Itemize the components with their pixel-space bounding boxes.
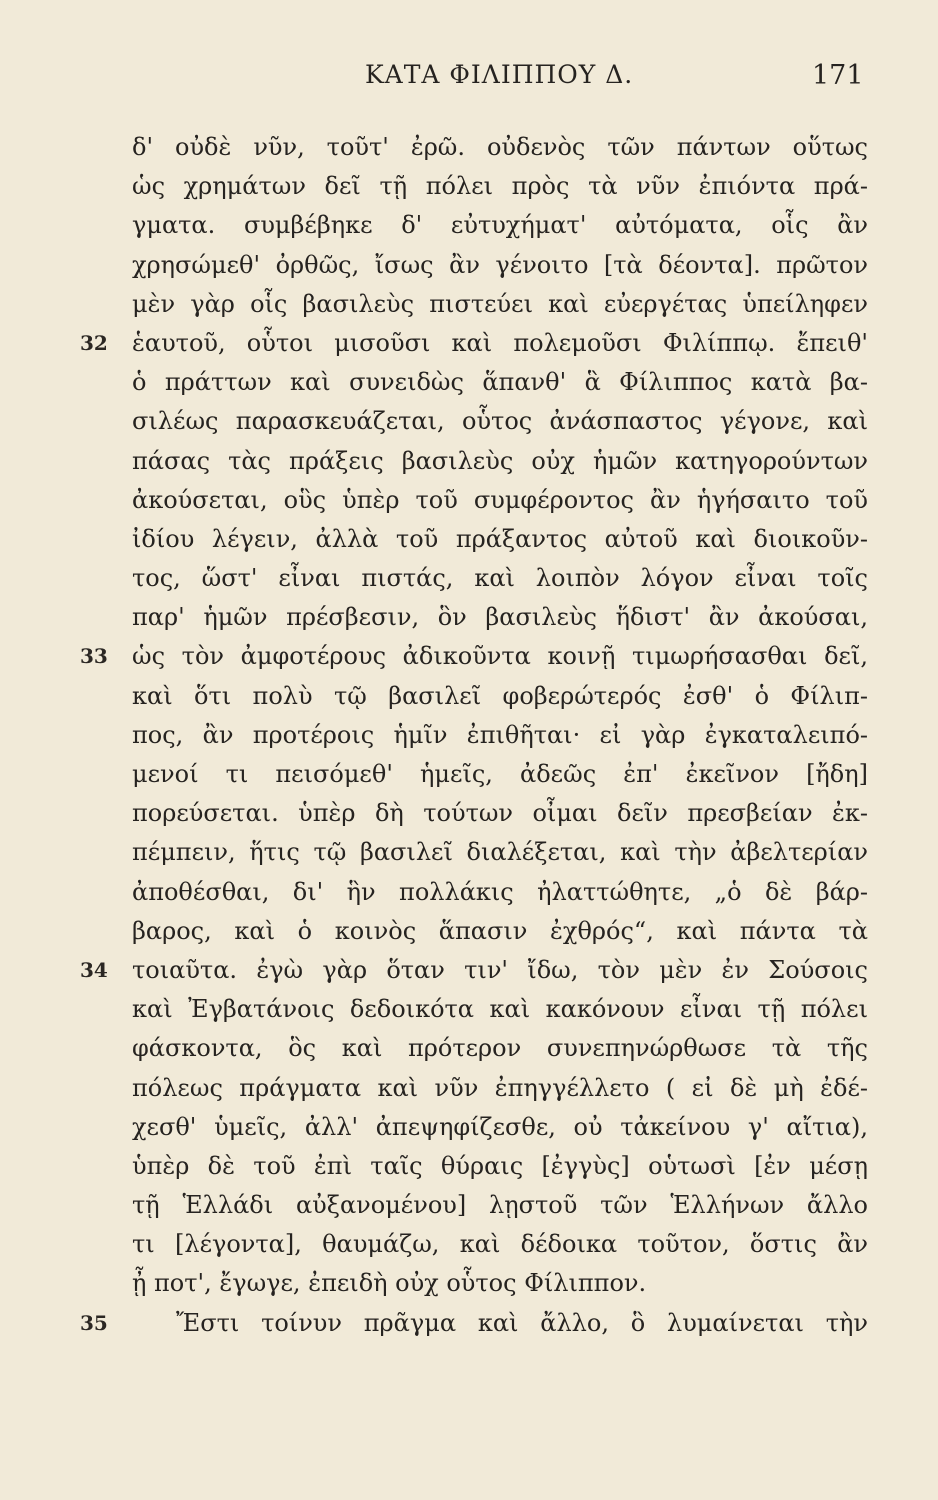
- line-text: πόλεως πράγματα καὶ νῦν ἐπηγγέλλετο ( εἰ δὲ μὴ ἐδέ-: [132, 1073, 868, 1102]
- line-text: τοιαῦτα. ἐγὼ γὰρ ὅταν τιν' ἴδω, τὸν μὲν ἐν Σούσοις: [132, 955, 868, 984]
- line-text: ἰδίου λέγειν, ἀλλὰ τοῦ πράξαντος αὐτοῦ καὶ διοικοῦν-: [132, 524, 868, 553]
- text-line: [132, 402, 868, 441]
- text-line: [132, 1186, 868, 1225]
- line-text: πορεύσεται. ὑπὲρ δὴ τούτων οἶμαι δεῖν πρεσβείαν ἐκ-: [132, 799, 868, 828]
- text-line: [132, 363, 868, 402]
- text-line: [132, 716, 868, 755]
- page-header: [0, 60, 938, 100]
- text-line: [132, 755, 868, 794]
- section-number: 33: [80, 644, 108, 669]
- section-number: 35: [80, 1310, 108, 1335]
- line-text: τος, ὥστ' εἶναι πιστάς, καὶ λοιπὸν λόγον εἶναι τοῖς: [132, 564, 868, 593]
- text-line: [132, 559, 868, 598]
- line-text: πος, ἂν προτέροις ἡμῖν ἐπιθῆται· εἰ γὰρ ἐγκαταλειπό-: [132, 720, 868, 749]
- line-text: σιλέως παρασκευάζεται, οὗτος ἀνάσπαστος γέγονε, καὶ: [132, 407, 868, 436]
- text-line: [132, 1108, 868, 1147]
- line-text: καὶ Ἐγβατάνοις δεδοικότα καὶ κακόνουν εἶναι τῇ πόλει: [132, 995, 868, 1024]
- text-line: [132, 912, 868, 951]
- line-text: πέμπειν, ἥτις τῷ βασιλεῖ διαλέξεται, καὶ τὴν ἀβελτερίαν: [132, 838, 868, 867]
- line-text: τι [λέγοντα], θαυμάζω, καὶ δέδοικα τοῦτον, ὅστις ἂν: [132, 1230, 868, 1259]
- text-line: [80, 637, 868, 676]
- text-line: [132, 598, 868, 637]
- text-line: [132, 128, 868, 167]
- text-line: [132, 1147, 868, 1186]
- line-text: ὑπὲρ δὲ τοῦ ἐπὶ ταῖς θύραις [ἐγγὺς] οὑτωσὶ [ἐν μέσῃ: [132, 1151, 868, 1180]
- line-text: ὁ πράττων καὶ συνειδὼς ἅπανθ' ἃ Φίλιππος κατὰ βα-: [132, 368, 868, 397]
- text-line: [132, 1264, 868, 1303]
- line-text: παρ' ἡμῶν πρέσβεσιν, ὃν βασιλεὺς ἥδιστ' ἂν ἀκούσαι,: [132, 603, 868, 632]
- line-text: χεσθ' ὑμεῖς, ἀλλ' ἀπεψηφίζεσθε, οὐ τἀκείνου γ' αἴτια),: [132, 1112, 868, 1141]
- line-text: φάσκοντα, ὃς καὶ πρότερον συνεπηνώρθωσε τὰ τῆς: [132, 1034, 868, 1063]
- line-text: πάσας τὰς πράξεις βασιλεὺς οὐχ ἡμῶν κατηγορούντων: [132, 446, 868, 475]
- text-line: [132, 677, 868, 716]
- body-text: [80, 128, 868, 1343]
- text-line: [80, 1304, 868, 1343]
- line-text: τῇ Ἑλλάδι αὐξανομένου] λῃστοῦ τῶν Ἑλλήνων ἄλλο: [132, 1191, 868, 1220]
- line-text: μὲν γὰρ οἷς βασιλεὺς πιστεύει καὶ εὐεργέτας ὑπείληφεν: [132, 289, 868, 318]
- text-line: [132, 520, 868, 559]
- line-text: ὡς τὸν ἀμφοτέρους ἀδικοῦντα κοινῇ τιμωρήσασθαι δεῖ,: [132, 642, 868, 671]
- text-line: [132, 167, 868, 206]
- section-number: 34: [80, 957, 108, 982]
- text-line: [80, 951, 868, 990]
- text-line: [132, 990, 868, 1029]
- text-line: [132, 1225, 868, 1264]
- text-line: [132, 873, 868, 912]
- text-line: [132, 833, 868, 872]
- line-text: ἑαυτοῦ, οὗτοι μισοῦσι καὶ πολεμοῦσι Φιλίππῳ. ἔπειθ': [132, 328, 868, 357]
- line-text: ἀποθέσθαι, δι' ἣν πολλάκις ἠλαττώθητε, „ὁ δὲ βάρ-: [132, 877, 868, 906]
- text-line: [132, 1069, 868, 1108]
- running-title: ΚΑΤΑ ΦΙΛΙΠΠΟΥ Δ.: [365, 60, 634, 89]
- text-line: [132, 794, 868, 833]
- line-text: γματα. συμβέβηκε δ' εὐτυχήματ' αὐτόματα, οἷς ἂν: [132, 211, 868, 240]
- line-text: Ἔστι τοίνυν πρᾶγμα καὶ ἄλλο, ὃ λυμαίνεται τὴν: [176, 1308, 868, 1337]
- text-line: [132, 481, 868, 520]
- line-text: δ' οὐδὲ νῦν, τοῦτ' ἐρῶ. οὐδενὸς τῶν πάντων οὕτως: [132, 133, 868, 161]
- line-text: ᾖ ποτ', ἔγωγε, ἐπειδὴ οὐχ οὗτος Φίλιππον.: [132, 1269, 647, 1298]
- line-text: καὶ ὅτι πολὺ τῷ βασιλεῖ φοβερώτερός ἐσθ' ὁ Φίλιπ-: [132, 681, 868, 710]
- line-text: βαρος, καὶ ὁ κοινὸς ἅπασιν ἐχθρός“, καὶ πάντα τὰ: [132, 916, 868, 945]
- section-number: 32: [80, 330, 108, 355]
- text-line: [80, 324, 868, 363]
- line-text: ἀκούσεται, οὓς ὑπὲρ τοῦ συμφέροντος ἂν ἡγήσαιτο τοῦ: [132, 485, 868, 514]
- text-line: [132, 442, 868, 481]
- text-line: [132, 206, 868, 245]
- text-line: [132, 285, 868, 324]
- line-text: ὡς χρημάτων δεῖ τῇ πόλει πρὸς τὰ νῦν ἐπιόντα πρά-: [132, 172, 868, 201]
- line-text: χρησώμεθ' ὀρθῶς, ἴσως ἂν γένοιτο [τὰ δέοντα]. πρῶτον: [132, 250, 868, 279]
- text-line: [132, 1029, 868, 1068]
- line-text: μενοί τι πεισόμεθ' ἡμεῖς, ἀδεῶς ἐπ' ἐκεῖνον [ἤδη]: [132, 760, 868, 788]
- text-line: [132, 246, 868, 285]
- page-number: 171: [812, 60, 864, 91]
